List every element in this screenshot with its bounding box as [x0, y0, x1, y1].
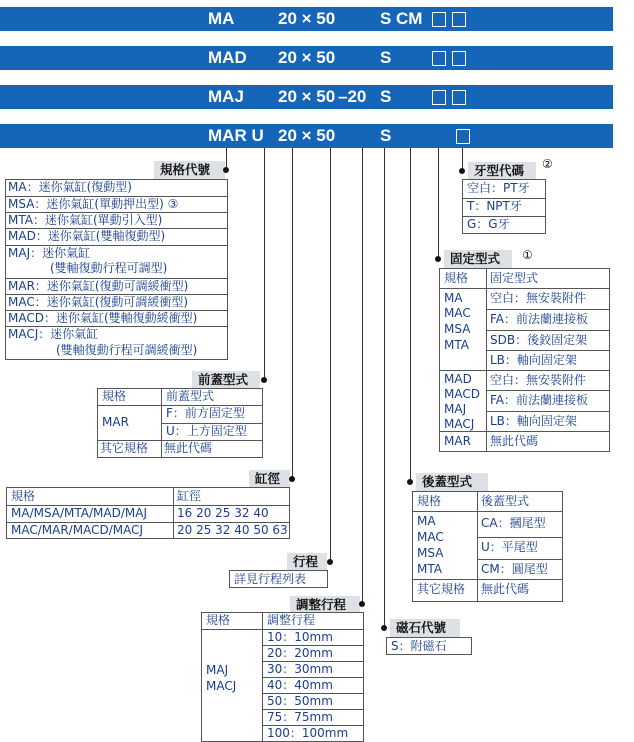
spec-code-row: MAJ：迷你氣缸 [8, 246, 91, 260]
thread-option: T：NPT牙 [467, 199, 522, 213]
mount-spec: MAR [444, 434, 471, 448]
rear-cover-spec: MSA [417, 546, 444, 560]
bore-sizes: 16 20 25 32 40 [177, 506, 269, 520]
bar-series: MA [208, 9, 235, 28]
mount-spec: MSA [444, 322, 471, 336]
thread-option: G：G牙 [467, 217, 510, 231]
mount-table [439, 268, 610, 452]
model-bar-mad [0, 46, 613, 70]
mount-option: 空白：無安裝附件 [490, 373, 587, 387]
option-box-icon [432, 90, 446, 105]
stroke-adjust-col1: 規格 [206, 613, 231, 627]
mount-option: 無此代碼 [490, 434, 539, 448]
thread-title: 牙型代碼 [468, 162, 536, 180]
front-cover-col1: 規格 [102, 389, 127, 403]
magnet-box [386, 637, 472, 655]
stroke-adjust-spec: MAJ [206, 663, 229, 677]
rear-cover-title: 後蓋型式 [416, 473, 488, 491]
spec-code-row: MAR：迷你氣缸(復動可調緩衝型) [8, 279, 189, 293]
option-box-icon [432, 51, 446, 66]
magnet-value: S：附磁石 [391, 639, 447, 653]
bore-col1: 規格 [11, 489, 36, 503]
mount-spec: MACJ [444, 417, 475, 431]
option-box-icon [456, 129, 470, 144]
bar-magnet: S [380, 48, 392, 67]
mount-title: 固定型式 [444, 250, 512, 268]
mount-col1: 規格 [444, 271, 469, 285]
stroke-adjust-title: 調整行程 [290, 596, 360, 614]
mount-col2: 固定型式 [490, 271, 539, 285]
stroke-adjust-option: 20：20mm [267, 646, 333, 660]
rear-cover-table [412, 491, 563, 602]
rear-cover-option: CA：摑尾型 [481, 516, 546, 530]
spec-code-row: MTA：迷你氣缸(單動引入型) [8, 213, 163, 227]
spec-code-row: MSA：迷你氣缸(單動押出型) ③ [8, 197, 179, 211]
bore-title: 缸徑 [249, 470, 290, 488]
stroke-value: 詳見行程列表 [234, 572, 307, 586]
cut-top-text [38, 0, 128, 1]
option-box-icon [452, 12, 466, 27]
front-cover-other-spec: 其它規格 [100, 441, 149, 455]
model-bar-mar [0, 124, 613, 148]
rear-cover-other-spec: 其它規格 [417, 582, 466, 596]
mount-option: SDB：後鉸固定架 [490, 333, 588, 347]
spec-code-row: MA：迷你氣缸(復動型) [8, 180, 132, 194]
bar-series: MAR U [208, 126, 264, 145]
spec-code-row: MAD：迷你氣缸(雙軸復動型) [8, 229, 166, 243]
bar-bore: 20 × 50 [278, 48, 336, 67]
option-box-icon [452, 51, 466, 66]
option-box-icon [432, 12, 446, 27]
stroke-adjust-option: 30：30mm [267, 662, 333, 676]
mount-spec: MA [444, 291, 463, 305]
stroke-adjust-option: 40：40mm [267, 678, 333, 692]
bore-spec: MAC/MAR/MACD/MACJ [11, 523, 143, 537]
front-cover-other-value: 無此代碼 [164, 441, 213, 455]
bar-bore: 20 × 50 [278, 126, 336, 145]
mount-spec: MAJ [444, 402, 467, 416]
mount-option: 空白：無安裝附件 [490, 291, 587, 305]
bar-magnet: S [380, 126, 392, 145]
bar-magnet: S [380, 9, 392, 28]
thread-table [462, 179, 546, 234]
rear-cover-spec: MA [417, 514, 436, 528]
magnet-title: 磁石代號 [390, 619, 460, 637]
front-cover-title: 前蓋型式 [192, 371, 260, 389]
model-bar-maj [0, 85, 613, 109]
rear-cover-col1: 規格 [417, 494, 442, 508]
front-cover-option: U：上方固定型 [166, 424, 247, 438]
bore-table [6, 487, 290, 539]
spec-code-row: MACJ：迷你氣缸 [8, 327, 99, 341]
stroke-adjust-option: 75：75mm [267, 710, 333, 724]
mount-option: LB：軸向固定架 [490, 414, 577, 428]
front-cover-spec: MAR [102, 415, 129, 429]
stroke-adjust-option: 100：100mm [267, 726, 349, 740]
rear-cover-option: CM：圓尾型 [481, 562, 548, 576]
bar-bore: 20 × 50 [278, 87, 336, 106]
option-box-icon [452, 90, 466, 105]
mount-spec: MAC [444, 306, 471, 320]
stroke-box [229, 570, 328, 588]
stroke-adjust-option: 50：50mm [267, 694, 333, 708]
mount-spec: MAD [444, 372, 472, 386]
stroke-adjust-spec: MACJ [206, 679, 237, 693]
rear-cover-spec: MTA [417, 562, 442, 576]
bar-series: MAJ [208, 87, 244, 106]
thread-option: 空白：PT牙 [467, 181, 530, 195]
mount-spec: MTA [444, 338, 469, 352]
bar-magnet: S [380, 87, 392, 106]
mount-note: ① [522, 248, 533, 262]
bar-suffix: CM [396, 9, 423, 28]
front-cover-option: F：前方固定型 [166, 406, 245, 420]
bore-sizes: 20 25 32 40 50 63 [177, 523, 288, 537]
stroke-title: 行程 [287, 553, 327, 571]
bore-col2: 缸徑 [177, 489, 202, 503]
bar-bore: 20 × 50 [278, 9, 336, 28]
rear-cover-other-value: 無此代碼 [481, 582, 530, 596]
spec-code-title: 規格代號 [154, 161, 225, 179]
mount-spec: MACD [444, 387, 480, 401]
thread-note: ② [542, 157, 553, 171]
spec-code-row-cont: (雙軸復動行程可調型) [50, 261, 168, 275]
front-cover-col2: 前蓋型式 [166, 389, 215, 403]
stroke-adjust-table [201, 612, 364, 742]
spec-code-row: MACD：迷你氣缸(雙軸復動緩衝型) [8, 311, 198, 325]
mount-option: FA：前法蘭連接板 [490, 312, 589, 326]
front-cover-table [97, 388, 263, 458]
spec-code-row: MAC：迷你氣缸(復動可調緩衝型) [8, 295, 189, 309]
bar-stroke-adj: –20 [338, 87, 367, 106]
bore-spec: MA/MSA/MTA/MAD/MAJ [11, 506, 148, 520]
rear-cover-col2: 後蓋型式 [481, 494, 530, 508]
spec-code-table [5, 179, 228, 360]
rear-cover-option: U：平尾型 [481, 540, 538, 554]
mount-option: FA：前法蘭連接板 [490, 393, 589, 407]
stroke-adjust-col2: 調整行程 [267, 613, 316, 627]
stroke-adjust-option: 10：10mm [267, 630, 333, 644]
spec-code-row-cont: (雙軸復動行程可調緩衝型) [56, 343, 198, 357]
mount-option: LB：軸向固定架 [490, 353, 577, 367]
model-bar-ma [0, 7, 613, 31]
rear-cover-spec: MAC [417, 530, 444, 544]
bar-series: MAD [208, 48, 247, 67]
